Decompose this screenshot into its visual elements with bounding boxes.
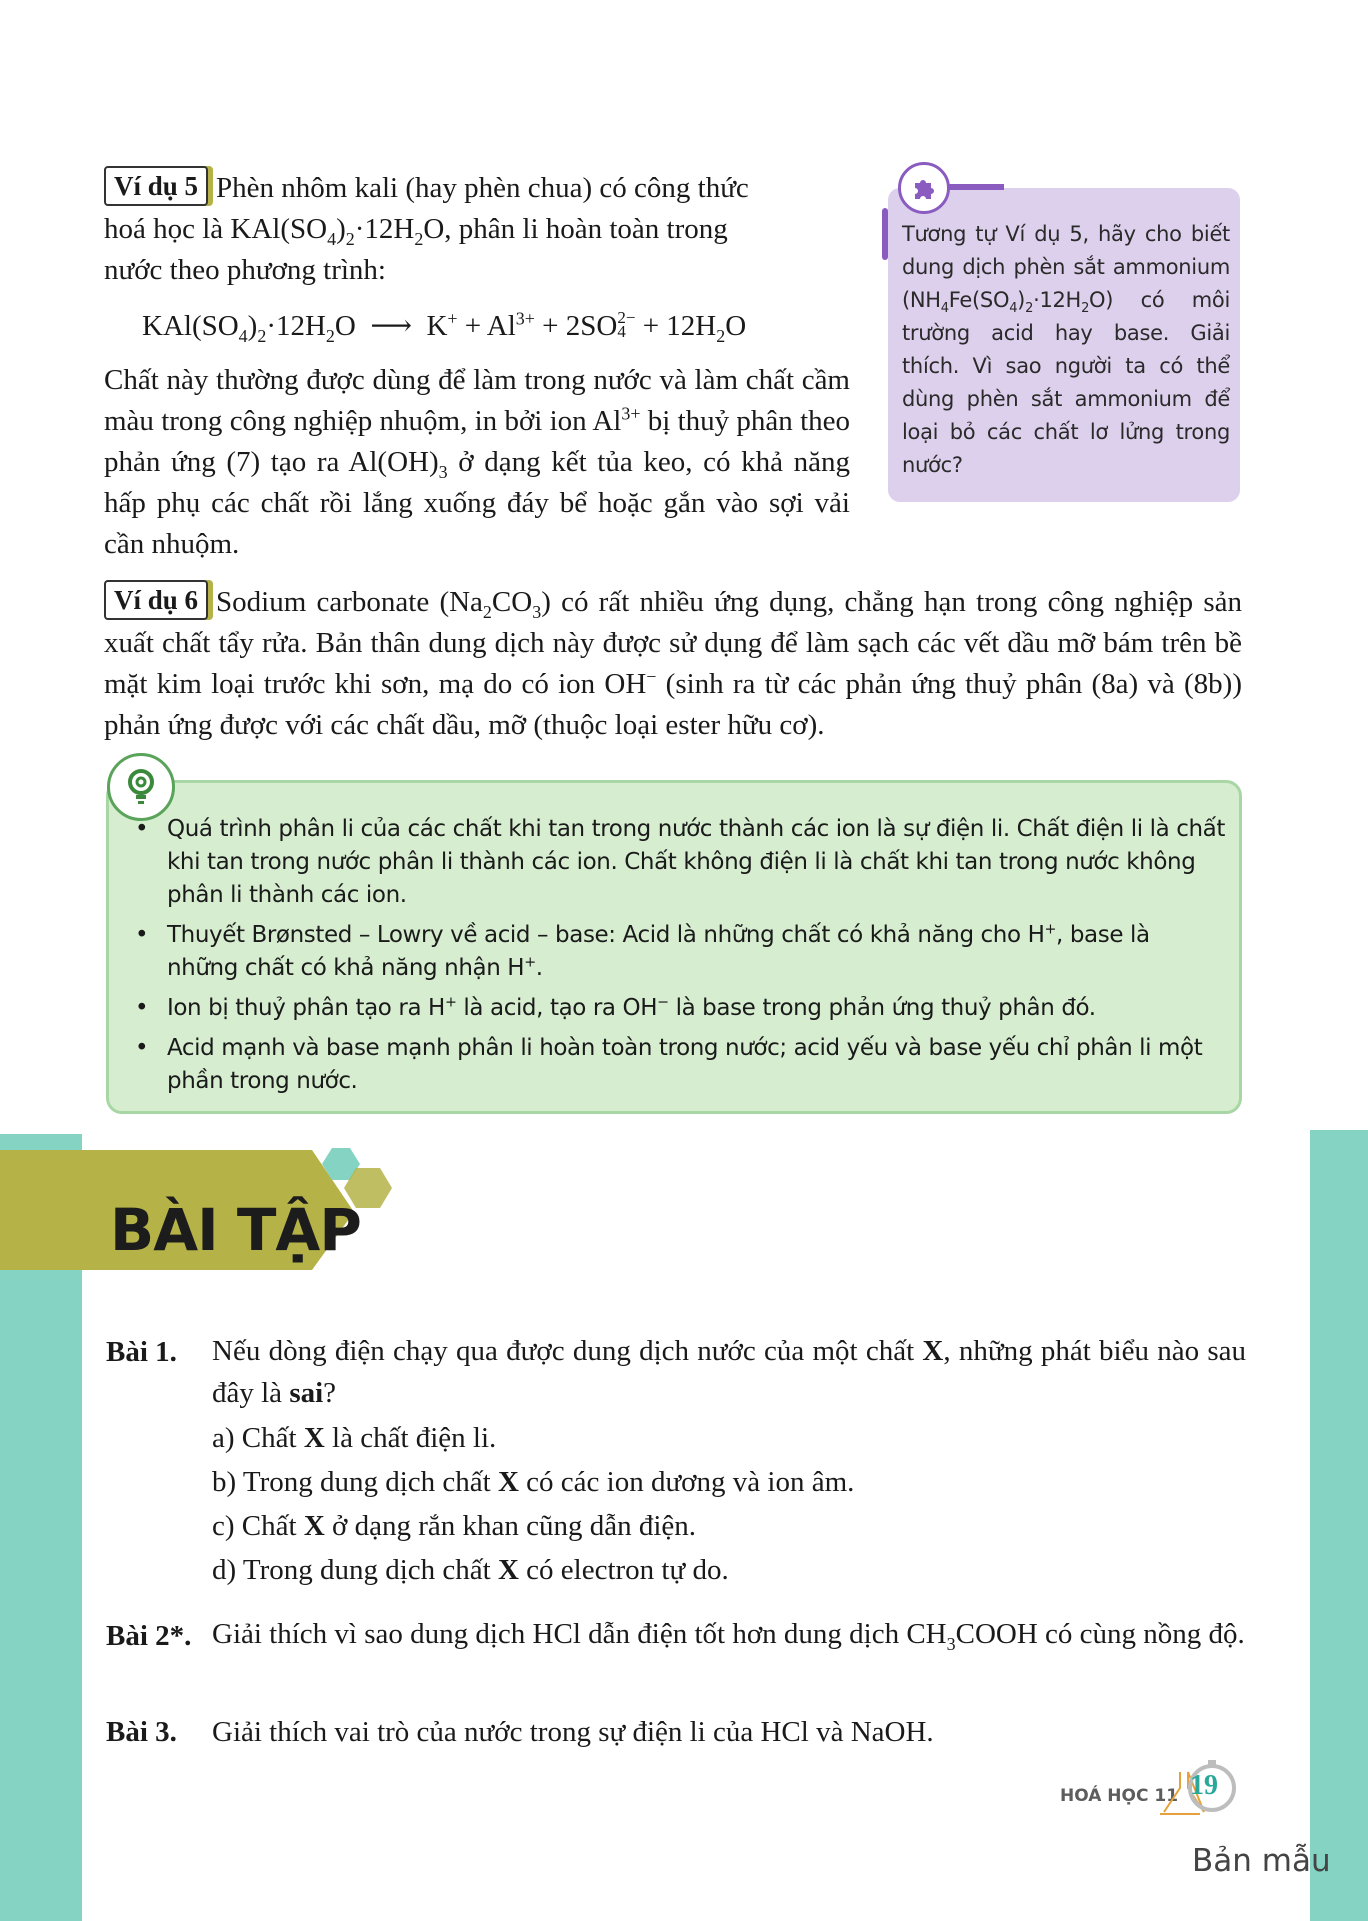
watermark-text: Bản mẫu: [1192, 1843, 1331, 1879]
question-box: [888, 188, 1240, 502]
option-a: a) Chất X là chất điện li.: [212, 1422, 497, 1454]
exercise-number: Bài 1.: [106, 1336, 177, 1368]
summary-item: • Thuyết Brønsted – Lowry về acid – base: Acid là những chất có khả năng cho H+, base là những chất có khả năng nhận H+.: [131, 919, 1227, 985]
exercise-number: Bài 2*.: [106, 1620, 192, 1652]
example5-intro: Ví dụ 5 Phèn nhôm kali (hay phèn chua) có công thức hoá học là $KAl(SO_4)_2\cdot 12H_2O$, phân li hoàn toàn trong nước theo phương trình:: [104, 166, 850, 291]
summary-item: • Ion bị thuỷ phân tạo ra H+ là acid, tạo ra OH− là base trong phản ứng thuỷ phân đó.: [131, 992, 1227, 1025]
exercise-number: Bài 3.: [106, 1716, 177, 1748]
example6-tag: Ví dụ 6: [104, 580, 208, 620]
example5-equation: $KAl(SO_4)_2\cdot 12H_2O$ ⟶ $K^+ + Al^{3+} + 2SO2-$ $4 + 12H_2O$: [142, 308, 747, 346]
option-b: b) Trong dung dịch chất X có các ion dương và ion âm.: [212, 1466, 855, 1498]
option-d: d) Trong dung dịch chất X có electron tự do.: [212, 1554, 729, 1586]
summary-item: • Quá trình phân li của các chất khi tan trong nước thành các ion là sự điện li. Chất điện li là chất khi tan trong nước phân li thành các ion. Chất không điện li là chất khi tan trong nước không phân li thành các ion.: [131, 813, 1227, 912]
section-heading: BÀI TẬP: [110, 1196, 361, 1264]
book-title: HOÁ HỌC 11: [1060, 1786, 1179, 1806]
summary-item: • Acid mạnh và base mạnh phân li hoàn toàn trong nước; acid yếu và base yếu chỉ phân li một phần trong nước.: [131, 1032, 1227, 1098]
exercise-3: Bài 3. Giải thích vai trò của nước trong sự điện li của HCl và NaOH.: [106, 1710, 1246, 1754]
right-side-strip: [1310, 1130, 1368, 1921]
question-text: Tương tự Ví dụ 5, hãy cho biết dung dịch phèn sắt ammonium $(NH_4Fe(SO_4)_2\cdot 12H_2O)$ có môi trường acid hay base. Giải thích. Vì sao người ta có thể dùng phèn sắt ammonium để loại bỏ các chất lơ lửng trong nước?: [902, 222, 1230, 477]
example5-tag: Ví dụ 5: [104, 166, 208, 206]
reaction-arrow: ⟶: [370, 310, 412, 342]
summary-list: [131, 813, 1227, 1105]
example6-paragraph: Ví dụ 6 Sodium carbonate $(Na_2CO_3)$ có rất nhiều ứng dụng, chẳng hạn trong công nghiệp sản xuất chất tẩy rửa. Bản thân dung dịch này được sử dụng để làm sạch các vết dầu mỡ bám trên bề mặt kim loại trước khi sơn, mạ do có ion OH− (sinh ra từ các phản ứng thuỷ phân (8a) và (8b)) phản ứng được với các chất dầu, mỡ (thuộc loại ester hữu cơ).: [104, 580, 1242, 746]
option-c: c) Chất X ở dạng rắn khan cũng dẫn điện.: [212, 1510, 697, 1542]
summary-box: [106, 780, 1242, 1114]
puzzle-icon: [898, 162, 950, 214]
page-number: 19: [1190, 1770, 1218, 1801]
exercise-2: Bài 2*. Giải thích vì sao dung dịch HCl dẫn điện tốt hơn dung dịch $CH_3COOH$ có cùng nồng độ.: [106, 1614, 1246, 1704]
exercise-1: Bài 1. Nếu dòng điện chạy qua được dung dịch nước của một chất X, những phát biểu nào sau đây là sai? a) Chất X là chất điện li. b) Trong dung dịch chất X có các ion dương và ion âm. c) Chất X ở dạng rắn khan cũng dẫn điện. d) Trong dung dịch chất X có electron tự do.: [106, 1330, 1246, 1600]
lightbulb-icon: [107, 753, 175, 821]
example5-paragraph: Chất này thường được dùng để làm trong nước và làm chất cầm màu trong công nghiệp nhuộm, in bởi ion $Al^{3+}$ bị thuỷ phân theo phản ứng (7) tạo ra $Al(OH)_3$ ở dạng kết tủa keo, có khả năng hấp phụ các chất rồi lắng xuống đáy bể hoặc gắn vào sợi vải cần nhuộm.: [104, 364, 850, 560]
